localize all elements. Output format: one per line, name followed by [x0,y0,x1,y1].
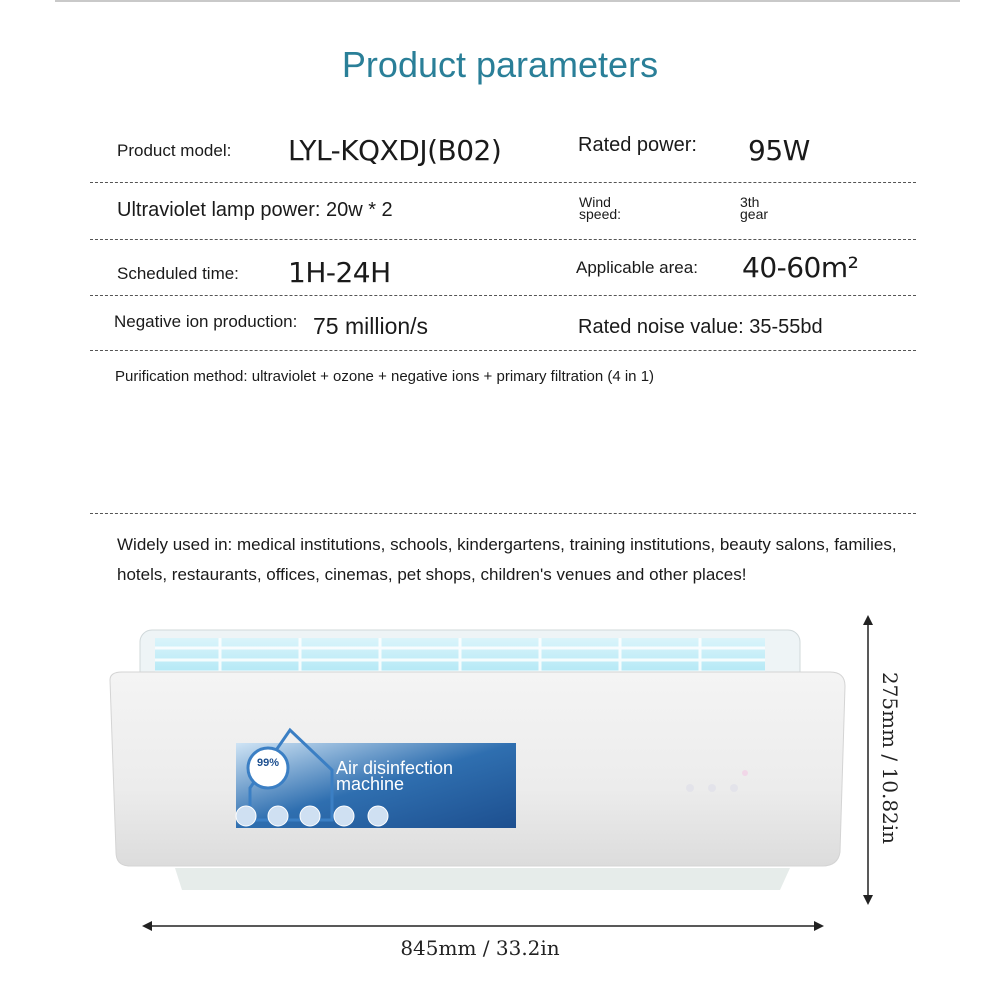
scheduled-time-value: 1H-24H [288,256,391,289]
divider [90,239,916,240]
wind-speed-value-line1: 3th [740,194,760,210]
top-border [55,0,960,2]
air-disinfection-machine-image [100,620,860,900]
efficacy-badge: 99% [256,757,280,769]
product-model-value: LYL-KQXDJ(B02) [288,134,502,167]
width-dimension-arrow [142,918,824,934]
wind-speed-label-line1: Wind [579,194,611,210]
page-title: Product parameters [341,44,659,85]
rated-power-value: 95W [748,134,810,167]
negative-ion-label: Negative ion production: [114,312,298,331]
scheduled-time-label: Scheduled time: [117,264,239,283]
height-dimension-label: 275mm / 10.82in [878,671,902,845]
product-model-label: Product model: [117,141,232,160]
uv-lamp-power: Ultraviolet lamp power: 20w * 2 [117,199,393,221]
divider [90,182,916,183]
panel-title-line1: Air disinfection [336,758,454,778]
applicable-area-label: Applicable area: [576,258,698,277]
applicable-area-value: 40-60m² [742,251,859,284]
wind-speed-value-line2: gear [740,206,769,222]
divider [90,513,916,514]
rated-power-label: Rated power: [578,134,697,156]
rated-noise: Rated noise value: 35-55bd [578,316,823,338]
divider [90,295,916,296]
usage-description: Widely used in: medical institutions, schools, kindergartens, training institutions, beauty salons, families, hotels, restaurants, offices, cinemas, pet shops, children's venues and other places! [117,535,897,584]
wind-speed-label-line2: speed: [579,206,622,222]
height-dimension-arrow [858,615,878,905]
negative-ion-value: 75 million/s [313,313,429,339]
width-dimension-label: 845mm / 33.2in [400,936,560,960]
purification-method: Purification method: ultraviolet + ozone + negative ions + primary filtration (4 in 1) [115,368,655,385]
divider [90,350,916,351]
panel-title-line2: machine [336,774,405,794]
